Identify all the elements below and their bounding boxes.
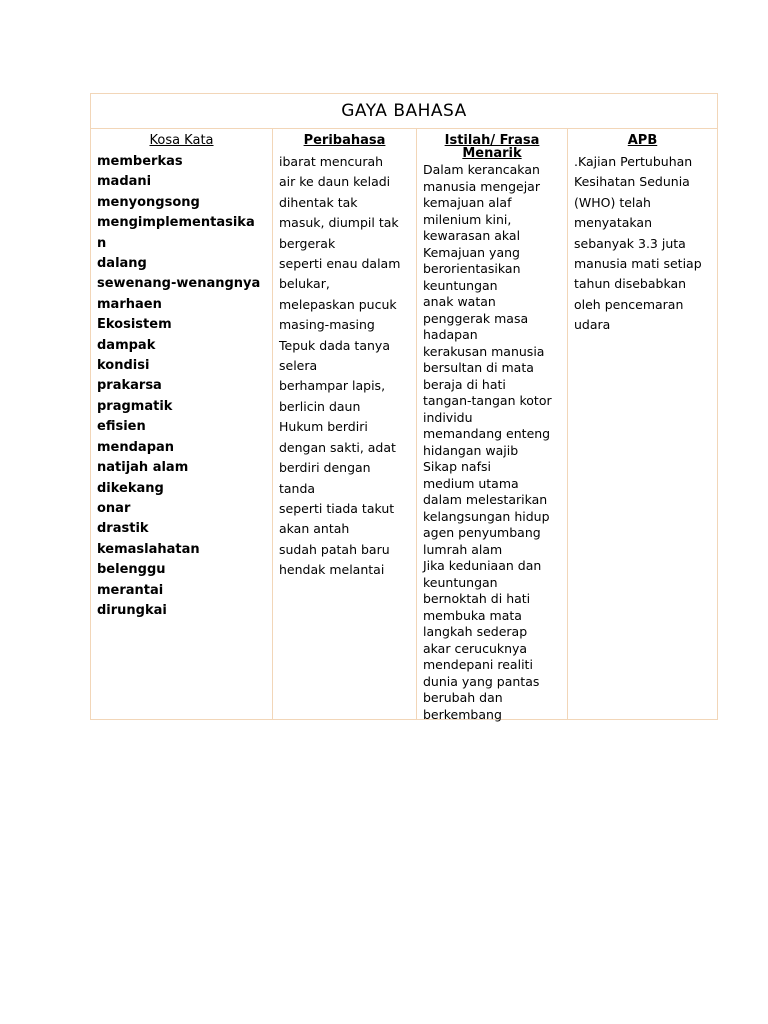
kosa-kata-list xyxy=(97,152,272,621)
list-item: dikekang xyxy=(97,480,164,496)
list-item: Sikap nafsi xyxy=(423,459,491,474)
list-item: individu xyxy=(423,409,473,425)
list-item: menyongsong xyxy=(97,194,200,210)
list-item: tangan-tangan kotor xyxy=(423,393,552,408)
list-item: hidangan wajib xyxy=(423,442,519,458)
list-item: dirungkai xyxy=(97,602,167,618)
list-item: selera xyxy=(279,358,318,374)
list-item: belukar, xyxy=(279,276,330,292)
list-item: belenggu xyxy=(97,562,166,578)
list-item: Kemajuan yang xyxy=(423,244,520,260)
list-item: madani xyxy=(97,174,152,190)
list-item: Ekosistem xyxy=(97,317,172,333)
list-item: marhaen xyxy=(97,296,162,312)
list-item: lumrah alam xyxy=(423,541,503,557)
list-item: beraja di hati xyxy=(423,376,506,392)
column-istilah-frasa xyxy=(417,129,568,722)
list-item: udara xyxy=(574,317,611,333)
list-item: memberkas xyxy=(97,154,183,169)
column-apb xyxy=(568,129,717,719)
list-item: prakarsa xyxy=(97,378,162,394)
list-item: hendak melantai xyxy=(279,562,385,578)
list-item: Kesihatan Sedunia xyxy=(574,174,690,190)
list-item: berkembang xyxy=(423,706,502,722)
list-item: oleh pencemaran xyxy=(574,296,684,312)
list-item: berorientasikan xyxy=(423,261,521,276)
list-item: (WHO) telah xyxy=(574,194,651,210)
list-item: tanda xyxy=(279,480,316,496)
list-item: memandang enteng xyxy=(423,426,551,441)
gaya-bahasa-table xyxy=(90,93,718,720)
list-item: n xyxy=(97,235,107,251)
list-item: air ke daun keladi xyxy=(279,174,391,190)
list-item: manusia mengejar xyxy=(423,178,540,194)
list-item: kewarasan akal xyxy=(423,228,521,243)
column-kosa-kata xyxy=(91,129,273,719)
list-item: kemaslahatan xyxy=(97,541,200,557)
list-item: agen penyumbang xyxy=(423,525,541,540)
list-item: Tepuk dada tanya xyxy=(279,337,390,353)
list-item: kerakusan manusia xyxy=(423,343,545,359)
list-item: penggerak masa xyxy=(423,310,529,326)
list-item: mendapan xyxy=(97,439,175,455)
column-header-apb: APB xyxy=(627,133,658,148)
list-item: drastik xyxy=(97,521,149,537)
list-item: bersultan di mata xyxy=(423,360,534,375)
list-item: milenium kini, xyxy=(423,211,512,227)
list-item: mendepani realiti xyxy=(423,657,533,672)
list-item: manusia mati setiap xyxy=(574,256,702,272)
list-item: natijah alam xyxy=(97,460,189,476)
list-item: dalam melestarikan xyxy=(423,492,548,507)
list-item: efisien xyxy=(97,419,146,435)
list-item: bernoktah di hati xyxy=(423,591,531,606)
list-item: akan antah xyxy=(279,521,350,537)
list-item: kondisi xyxy=(97,358,150,374)
list-item: masuk, diumpil tak xyxy=(279,215,399,231)
list-item: tahun disebabkan xyxy=(574,276,687,292)
list-item: dunia yang pantas xyxy=(423,673,540,689)
list-item: keuntungan xyxy=(423,277,498,293)
table-title: GAYA BAHASA xyxy=(91,94,717,129)
list-item: kelangsungan hidup xyxy=(423,508,550,524)
list-item: pragmatik xyxy=(97,398,173,414)
list-item: menyatakan xyxy=(574,215,653,231)
column-header-peribahasa: Peribahasa xyxy=(303,133,386,148)
list-item: seperti enau dalam xyxy=(279,256,401,272)
list-item: .Kajian Pertubuhan xyxy=(574,154,693,169)
column-peribahasa xyxy=(273,129,417,719)
istilah-list xyxy=(423,162,567,723)
list-item: akar cerucuknya xyxy=(423,640,528,656)
list-item: seperti tiada takut xyxy=(279,500,395,516)
list-item: medium utama xyxy=(423,475,519,491)
list-item: onar xyxy=(97,500,131,516)
list-item: Dalam kerancakan xyxy=(423,162,540,177)
list-item: sudah patah baru xyxy=(279,541,390,557)
list-item: melepaskan pucuk xyxy=(279,296,397,312)
list-item: keuntungan xyxy=(423,574,498,590)
list-item: dalang xyxy=(97,256,147,272)
list-item: Hukum berdiri xyxy=(279,419,368,435)
list-item: berdiri dengan xyxy=(279,460,371,476)
list-item: masing-masing xyxy=(279,317,375,333)
list-item: ibarat mencurah xyxy=(279,154,384,169)
column-header-istilah-line1: Istilah/ Frasa xyxy=(444,133,540,148)
list-item: berlicin daun xyxy=(279,398,361,414)
list-item: Jika keduniaan dan xyxy=(423,558,542,573)
list-item: anak watan xyxy=(423,294,496,309)
list-item: sebanyak 3.3 juta xyxy=(574,235,686,251)
list-item: mengimplementasika xyxy=(97,215,255,231)
column-header-kosa-kata: Kosa Kata xyxy=(149,133,214,148)
peribahasa-list xyxy=(279,152,416,581)
list-item: sewenang-wenangnya xyxy=(97,276,261,292)
list-item: dengan sakti, adat xyxy=(279,439,396,455)
list-item: merantai xyxy=(97,582,164,598)
list-item: bergerak xyxy=(279,235,336,251)
list-item: dampak xyxy=(97,337,156,353)
list-item: kemajuan alaf xyxy=(423,195,512,210)
list-item: dihentak tak xyxy=(279,194,358,210)
column-header-istilah-line2: Menarik xyxy=(462,146,522,161)
list-item: membuka mata xyxy=(423,607,522,623)
list-item: langkah sederap xyxy=(423,624,528,639)
list-item: berubah dan xyxy=(423,690,503,705)
list-item: hadapan xyxy=(423,327,478,342)
apb-list xyxy=(574,152,717,336)
list-item: berhampar lapis, xyxy=(279,378,386,394)
